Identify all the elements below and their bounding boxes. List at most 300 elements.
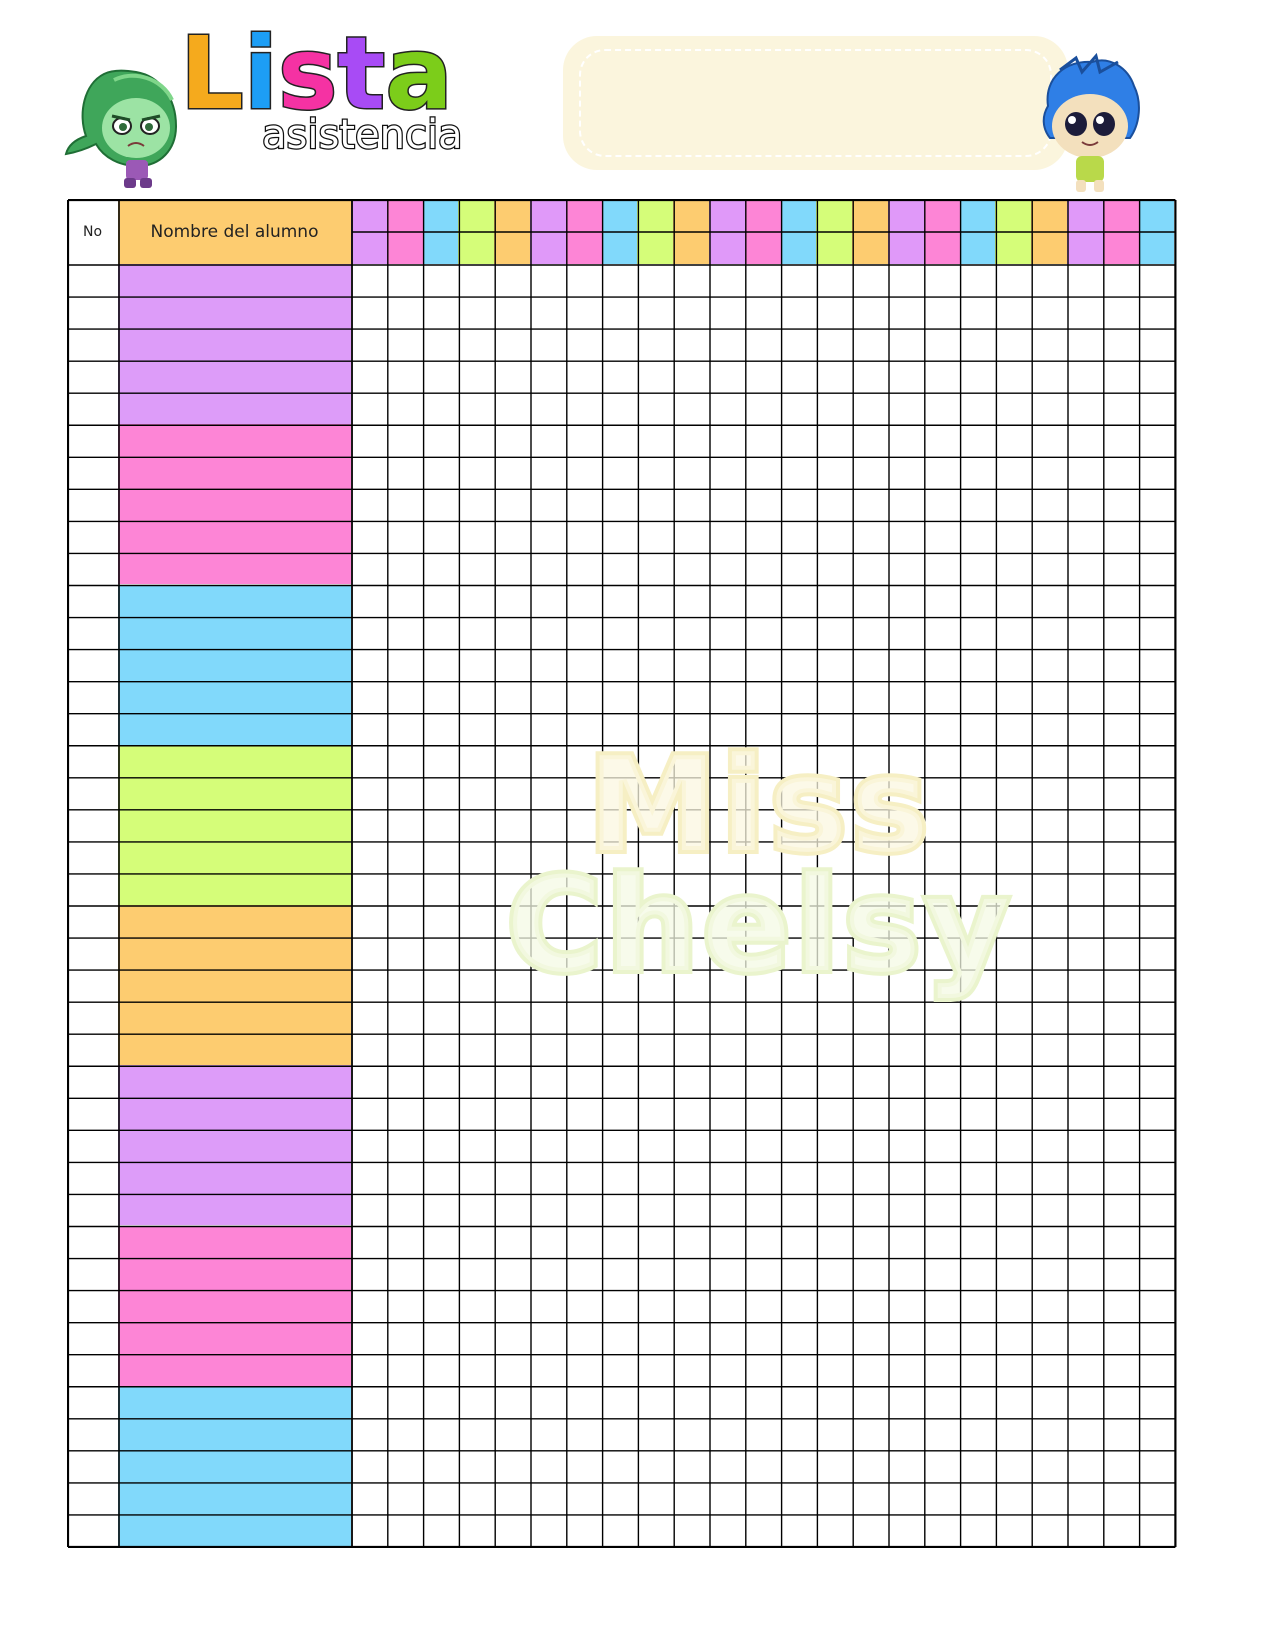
attendance-cell[interactable] xyxy=(995,681,1031,713)
student-name-cell[interactable] xyxy=(118,873,351,905)
attendance-cell[interactable] xyxy=(423,1418,459,1450)
attendance-cell[interactable] xyxy=(351,328,387,360)
day-header-cell[interactable] xyxy=(709,199,745,231)
attendance-cell[interactable] xyxy=(423,937,459,969)
attendance-cell[interactable] xyxy=(1067,1450,1103,1482)
attendance-cell[interactable] xyxy=(351,1033,387,1065)
student-name-cell[interactable] xyxy=(118,617,351,649)
attendance-cell[interactable] xyxy=(1031,296,1067,328)
attendance-cell[interactable] xyxy=(423,905,459,937)
attendance-cell[interactable] xyxy=(960,424,996,456)
attendance-cell[interactable] xyxy=(1139,649,1175,681)
attendance-cell[interactable] xyxy=(673,1482,709,1514)
attendance-cell[interactable] xyxy=(960,1161,996,1193)
attendance-cell[interactable] xyxy=(816,360,852,392)
attendance-cell[interactable] xyxy=(852,1129,888,1161)
attendance-cell[interactable] xyxy=(781,809,817,841)
attendance-cell[interactable] xyxy=(602,777,638,809)
attendance-cell[interactable] xyxy=(1103,264,1139,296)
attendance-cell[interactable] xyxy=(602,937,638,969)
attendance-cell[interactable] xyxy=(709,1033,745,1065)
attendance-cell[interactable] xyxy=(709,1290,745,1322)
attendance-cell[interactable] xyxy=(781,905,817,937)
attendance-cell[interactable] xyxy=(1103,424,1139,456)
attendance-cell[interactable] xyxy=(852,713,888,745)
attendance-cell[interactable] xyxy=(1067,713,1103,745)
row-number-cell[interactable] xyxy=(67,296,118,328)
attendance-cell[interactable] xyxy=(995,424,1031,456)
student-name-cell[interactable] xyxy=(118,1514,351,1546)
attendance-cell[interactable] xyxy=(1067,585,1103,617)
attendance-cell[interactable] xyxy=(566,1065,602,1097)
attendance-cell[interactable] xyxy=(924,617,960,649)
attendance-cell[interactable] xyxy=(351,392,387,424)
attendance-cell[interactable] xyxy=(995,809,1031,841)
attendance-cell[interactable] xyxy=(924,937,960,969)
student-name-cell[interactable] xyxy=(118,1386,351,1418)
attendance-cell[interactable] xyxy=(816,969,852,1001)
attendance-cell[interactable] xyxy=(995,392,1031,424)
attendance-cell[interactable] xyxy=(530,649,566,681)
attendance-cell[interactable] xyxy=(816,1001,852,1033)
attendance-cell[interactable] xyxy=(387,1001,423,1033)
attendance-cell[interactable] xyxy=(924,1386,960,1418)
attendance-cell[interactable] xyxy=(1103,1418,1139,1450)
attendance-cell[interactable] xyxy=(745,1033,781,1065)
date-header-cell[interactable] xyxy=(1031,231,1067,264)
attendance-cell[interactable] xyxy=(781,1482,817,1514)
attendance-cell[interactable] xyxy=(602,456,638,488)
attendance-cell[interactable] xyxy=(530,969,566,1001)
attendance-cell[interactable] xyxy=(637,424,673,456)
attendance-cell[interactable] xyxy=(1031,360,1067,392)
attendance-cell[interactable] xyxy=(1139,617,1175,649)
attendance-cell[interactable] xyxy=(781,1193,817,1225)
attendance-cell[interactable] xyxy=(995,1482,1031,1514)
attendance-cell[interactable] xyxy=(494,1514,530,1546)
attendance-cell[interactable] xyxy=(423,1354,459,1386)
attendance-cell[interactable] xyxy=(709,296,745,328)
attendance-cell[interactable] xyxy=(566,809,602,841)
attendance-cell[interactable] xyxy=(852,1354,888,1386)
student-name-cell[interactable] xyxy=(118,969,351,1001)
attendance-cell[interactable] xyxy=(387,1514,423,1546)
attendance-cell[interactable] xyxy=(1031,1161,1067,1193)
attendance-cell[interactable] xyxy=(1067,905,1103,937)
attendance-cell[interactable] xyxy=(458,392,494,424)
attendance-cell[interactable] xyxy=(781,1033,817,1065)
attendance-cell[interactable] xyxy=(637,585,673,617)
attendance-cell[interactable] xyxy=(1067,1354,1103,1386)
attendance-cell[interactable] xyxy=(995,1514,1031,1546)
attendance-cell[interactable] xyxy=(494,649,530,681)
attendance-cell[interactable] xyxy=(960,1258,996,1290)
attendance-cell[interactable] xyxy=(530,360,566,392)
attendance-cell[interactable] xyxy=(602,1450,638,1482)
attendance-cell[interactable] xyxy=(888,1322,924,1354)
attendance-cell[interactable] xyxy=(995,841,1031,873)
attendance-cell[interactable] xyxy=(458,424,494,456)
attendance-cell[interactable] xyxy=(816,488,852,520)
row-number-cell[interactable] xyxy=(67,552,118,584)
attendance-cell[interactable] xyxy=(1067,1033,1103,1065)
student-name-cell[interactable] xyxy=(118,905,351,937)
attendance-cell[interactable] xyxy=(1031,745,1067,777)
attendance-cell[interactable] xyxy=(387,520,423,552)
attendance-cell[interactable] xyxy=(1103,905,1139,937)
attendance-cell[interactable] xyxy=(494,873,530,905)
attendance-cell[interactable] xyxy=(852,520,888,552)
day-header-cell[interactable] xyxy=(1139,199,1175,231)
date-header-cell[interactable] xyxy=(781,231,817,264)
attendance-cell[interactable] xyxy=(566,1258,602,1290)
attendance-cell[interactable] xyxy=(637,360,673,392)
title-label-box[interactable] xyxy=(563,36,1068,170)
attendance-cell[interactable] xyxy=(924,1418,960,1450)
attendance-cell[interactable] xyxy=(888,1514,924,1546)
attendance-cell[interactable] xyxy=(888,937,924,969)
attendance-cell[interactable] xyxy=(458,1193,494,1225)
attendance-cell[interactable] xyxy=(888,264,924,296)
attendance-cell[interactable] xyxy=(995,1033,1031,1065)
attendance-cell[interactable] xyxy=(816,1033,852,1065)
attendance-cell[interactable] xyxy=(888,1354,924,1386)
date-header-cell[interactable] xyxy=(458,231,494,264)
attendance-cell[interactable] xyxy=(423,617,459,649)
attendance-cell[interactable] xyxy=(924,585,960,617)
attendance-cell[interactable] xyxy=(745,1290,781,1322)
attendance-cell[interactable] xyxy=(458,1258,494,1290)
attendance-cell[interactable] xyxy=(458,745,494,777)
attendance-cell[interactable] xyxy=(387,1065,423,1097)
attendance-cell[interactable] xyxy=(1031,809,1067,841)
attendance-cell[interactable] xyxy=(1031,264,1067,296)
attendance-cell[interactable] xyxy=(351,520,387,552)
attendance-cell[interactable] xyxy=(351,1226,387,1258)
attendance-cell[interactable] xyxy=(1031,969,1067,1001)
attendance-cell[interactable] xyxy=(351,488,387,520)
attendance-cell[interactable] xyxy=(351,585,387,617)
row-number-cell[interactable] xyxy=(67,1033,118,1065)
attendance-cell[interactable] xyxy=(1103,937,1139,969)
attendance-cell[interactable] xyxy=(924,1226,960,1258)
attendance-cell[interactable] xyxy=(816,809,852,841)
attendance-cell[interactable] xyxy=(602,392,638,424)
attendance-cell[interactable] xyxy=(1103,841,1139,873)
attendance-cell[interactable] xyxy=(1139,1161,1175,1193)
attendance-cell[interactable] xyxy=(888,392,924,424)
date-header-cell[interactable] xyxy=(924,231,960,264)
attendance-cell[interactable] xyxy=(602,424,638,456)
student-name-cell[interactable] xyxy=(118,1226,351,1258)
attendance-cell[interactable] xyxy=(781,617,817,649)
attendance-cell[interactable] xyxy=(602,745,638,777)
attendance-cell[interactable] xyxy=(852,1193,888,1225)
attendance-cell[interactable] xyxy=(888,905,924,937)
attendance-cell[interactable] xyxy=(745,681,781,713)
attendance-cell[interactable] xyxy=(351,1386,387,1418)
attendance-cell[interactable] xyxy=(530,1386,566,1418)
attendance-cell[interactable] xyxy=(351,1161,387,1193)
attendance-cell[interactable] xyxy=(673,264,709,296)
attendance-cell[interactable] xyxy=(351,264,387,296)
attendance-cell[interactable] xyxy=(1067,937,1103,969)
attendance-cell[interactable] xyxy=(423,809,459,841)
attendance-cell[interactable] xyxy=(351,1450,387,1482)
attendance-cell[interactable] xyxy=(995,1258,1031,1290)
attendance-cell[interactable] xyxy=(995,937,1031,969)
attendance-cell[interactable] xyxy=(745,1354,781,1386)
attendance-cell[interactable] xyxy=(995,1065,1031,1097)
attendance-cell[interactable] xyxy=(1103,969,1139,1001)
attendance-cell[interactable] xyxy=(530,905,566,937)
attendance-cell[interactable] xyxy=(816,1482,852,1514)
attendance-cell[interactable] xyxy=(1103,1097,1139,1129)
attendance-cell[interactable] xyxy=(816,713,852,745)
attendance-cell[interactable] xyxy=(494,681,530,713)
attendance-cell[interactable] xyxy=(781,681,817,713)
attendance-cell[interactable] xyxy=(995,1001,1031,1033)
attendance-cell[interactable] xyxy=(494,1129,530,1161)
attendance-cell[interactable] xyxy=(530,392,566,424)
attendance-cell[interactable] xyxy=(1139,1322,1175,1354)
attendance-cell[interactable] xyxy=(351,296,387,328)
day-header-cell[interactable] xyxy=(637,199,673,231)
attendance-cell[interactable] xyxy=(637,1450,673,1482)
attendance-cell[interactable] xyxy=(960,1514,996,1546)
attendance-cell[interactable] xyxy=(423,1290,459,1322)
attendance-cell[interactable] xyxy=(458,488,494,520)
date-header-cell[interactable] xyxy=(888,231,924,264)
attendance-cell[interactable] xyxy=(566,424,602,456)
attendance-cell[interactable] xyxy=(494,520,530,552)
attendance-cell[interactable] xyxy=(781,777,817,809)
attendance-cell[interactable] xyxy=(494,809,530,841)
attendance-cell[interactable] xyxy=(458,328,494,360)
attendance-cell[interactable] xyxy=(1103,1514,1139,1546)
attendance-cell[interactable] xyxy=(530,745,566,777)
attendance-cell[interactable] xyxy=(637,713,673,745)
attendance-cell[interactable] xyxy=(960,1001,996,1033)
attendance-cell[interactable] xyxy=(530,488,566,520)
attendance-cell[interactable] xyxy=(924,1097,960,1129)
attendance-cell[interactable] xyxy=(566,1514,602,1546)
attendance-cell[interactable] xyxy=(387,328,423,360)
attendance-cell[interactable] xyxy=(781,969,817,1001)
attendance-cell[interactable] xyxy=(602,681,638,713)
attendance-cell[interactable] xyxy=(960,1322,996,1354)
attendance-cell[interactable] xyxy=(566,617,602,649)
attendance-cell[interactable] xyxy=(423,1226,459,1258)
attendance-cell[interactable] xyxy=(1103,1386,1139,1418)
day-header-cell[interactable] xyxy=(745,199,781,231)
attendance-cell[interactable] xyxy=(530,585,566,617)
attendance-cell[interactable] xyxy=(387,1097,423,1129)
attendance-cell[interactable] xyxy=(709,488,745,520)
attendance-cell[interactable] xyxy=(530,424,566,456)
attendance-cell[interactable] xyxy=(566,1290,602,1322)
attendance-cell[interactable] xyxy=(1031,585,1067,617)
attendance-cell[interactable] xyxy=(423,296,459,328)
attendance-cell[interactable] xyxy=(1067,1097,1103,1129)
attendance-cell[interactable] xyxy=(351,1514,387,1546)
attendance-cell[interactable] xyxy=(995,456,1031,488)
attendance-cell[interactable] xyxy=(816,1129,852,1161)
attendance-cell[interactable] xyxy=(494,392,530,424)
attendance-cell[interactable] xyxy=(1067,1290,1103,1322)
attendance-cell[interactable] xyxy=(673,552,709,584)
attendance-cell[interactable] xyxy=(745,617,781,649)
attendance-cell[interactable] xyxy=(423,360,459,392)
row-number-cell[interactable] xyxy=(67,809,118,841)
attendance-cell[interactable] xyxy=(816,1322,852,1354)
row-number-cell[interactable] xyxy=(67,1386,118,1418)
attendance-cell[interactable] xyxy=(1031,1418,1067,1450)
attendance-cell[interactable] xyxy=(709,617,745,649)
attendance-cell[interactable] xyxy=(458,360,494,392)
attendance-cell[interactable] xyxy=(1139,969,1175,1001)
attendance-cell[interactable] xyxy=(924,1193,960,1225)
attendance-cell[interactable] xyxy=(494,1322,530,1354)
attendance-cell[interactable] xyxy=(387,1386,423,1418)
attendance-cell[interactable] xyxy=(745,1514,781,1546)
attendance-cell[interactable] xyxy=(494,424,530,456)
attendance-cell[interactable] xyxy=(709,1001,745,1033)
attendance-cell[interactable] xyxy=(852,969,888,1001)
attendance-cell[interactable] xyxy=(387,713,423,745)
attendance-cell[interactable] xyxy=(423,649,459,681)
student-name-cell[interactable] xyxy=(118,392,351,424)
attendance-cell[interactable] xyxy=(1031,905,1067,937)
student-name-cell[interactable] xyxy=(118,1354,351,1386)
row-number-cell[interactable] xyxy=(67,392,118,424)
attendance-cell[interactable] xyxy=(1067,617,1103,649)
attendance-cell[interactable] xyxy=(387,360,423,392)
attendance-cell[interactable] xyxy=(423,1386,459,1418)
attendance-cell[interactable] xyxy=(1103,1193,1139,1225)
attendance-cell[interactable] xyxy=(530,1097,566,1129)
attendance-cell[interactable] xyxy=(924,873,960,905)
attendance-cell[interactable] xyxy=(530,1418,566,1450)
attendance-cell[interactable] xyxy=(387,745,423,777)
attendance-cell[interactable] xyxy=(924,520,960,552)
attendance-cell[interactable] xyxy=(530,1001,566,1033)
attendance-cell[interactable] xyxy=(995,552,1031,584)
attendance-cell[interactable] xyxy=(924,296,960,328)
attendance-cell[interactable] xyxy=(458,713,494,745)
attendance-cell[interactable] xyxy=(494,905,530,937)
attendance-cell[interactable] xyxy=(995,969,1031,1001)
attendance-cell[interactable] xyxy=(602,360,638,392)
attendance-cell[interactable] xyxy=(888,424,924,456)
attendance-cell[interactable] xyxy=(816,1226,852,1258)
attendance-cell[interactable] xyxy=(602,1354,638,1386)
attendance-cell[interactable] xyxy=(1067,1514,1103,1546)
attendance-cell[interactable] xyxy=(924,745,960,777)
attendance-cell[interactable] xyxy=(781,1129,817,1161)
attendance-cell[interactable] xyxy=(1067,649,1103,681)
attendance-cell[interactable] xyxy=(852,360,888,392)
attendance-cell[interactable] xyxy=(995,617,1031,649)
attendance-cell[interactable] xyxy=(494,617,530,649)
row-number-cell[interactable] xyxy=(67,1001,118,1033)
attendance-cell[interactable] xyxy=(924,1001,960,1033)
attendance-cell[interactable] xyxy=(709,1226,745,1258)
attendance-cell[interactable] xyxy=(673,969,709,1001)
attendance-cell[interactable] xyxy=(387,1033,423,1065)
attendance-cell[interactable] xyxy=(745,745,781,777)
attendance-cell[interactable] xyxy=(888,328,924,360)
row-number-cell[interactable] xyxy=(67,969,118,1001)
row-number-cell[interactable] xyxy=(67,456,118,488)
attendance-cell[interactable] xyxy=(709,1514,745,1546)
attendance-cell[interactable] xyxy=(1031,617,1067,649)
attendance-cell[interactable] xyxy=(458,937,494,969)
attendance-cell[interactable] xyxy=(709,1065,745,1097)
attendance-cell[interactable] xyxy=(745,777,781,809)
attendance-cell[interactable] xyxy=(960,1386,996,1418)
attendance-cell[interactable] xyxy=(673,841,709,873)
attendance-cell[interactable] xyxy=(494,1482,530,1514)
attendance-cell[interactable] xyxy=(1103,1290,1139,1322)
attendance-cell[interactable] xyxy=(924,969,960,1001)
attendance-cell[interactable] xyxy=(960,937,996,969)
attendance-cell[interactable] xyxy=(995,585,1031,617)
attendance-cell[interactable] xyxy=(458,1161,494,1193)
attendance-cell[interactable] xyxy=(852,873,888,905)
row-number-cell[interactable] xyxy=(67,1450,118,1482)
attendance-cell[interactable] xyxy=(1067,841,1103,873)
attendance-cell[interactable] xyxy=(1139,488,1175,520)
student-name-cell[interactable] xyxy=(118,1129,351,1161)
attendance-cell[interactable] xyxy=(566,1033,602,1065)
attendance-cell[interactable] xyxy=(781,1001,817,1033)
attendance-cell[interactable] xyxy=(1031,1482,1067,1514)
day-header-cell[interactable] xyxy=(924,199,960,231)
attendance-cell[interactable] xyxy=(745,424,781,456)
day-header-cell[interactable] xyxy=(387,199,423,231)
attendance-cell[interactable] xyxy=(745,809,781,841)
attendance-cell[interactable] xyxy=(924,424,960,456)
attendance-cell[interactable] xyxy=(1139,1514,1175,1546)
attendance-cell[interactable] xyxy=(566,745,602,777)
attendance-cell[interactable] xyxy=(458,1226,494,1258)
student-name-cell[interactable] xyxy=(118,328,351,360)
attendance-cell[interactable] xyxy=(924,809,960,841)
attendance-cell[interactable] xyxy=(816,328,852,360)
attendance-cell[interactable] xyxy=(1139,1193,1175,1225)
attendance-cell[interactable] xyxy=(566,1482,602,1514)
attendance-cell[interactable] xyxy=(458,777,494,809)
attendance-cell[interactable] xyxy=(494,841,530,873)
attendance-cell[interactable] xyxy=(709,1482,745,1514)
attendance-cell[interactable] xyxy=(1139,360,1175,392)
row-number-cell[interactable] xyxy=(67,1065,118,1097)
attendance-cell[interactable] xyxy=(673,1129,709,1161)
student-name-cell[interactable] xyxy=(118,424,351,456)
attendance-cell[interactable] xyxy=(637,969,673,1001)
attendance-cell[interactable] xyxy=(1103,1258,1139,1290)
day-header-cell[interactable] xyxy=(530,199,566,231)
attendance-cell[interactable] xyxy=(637,617,673,649)
attendance-cell[interactable] xyxy=(745,1129,781,1161)
attendance-cell[interactable] xyxy=(387,1226,423,1258)
attendance-cell[interactable] xyxy=(924,1354,960,1386)
attendance-cell[interactable] xyxy=(745,969,781,1001)
date-header-cell[interactable] xyxy=(709,231,745,264)
attendance-cell[interactable] xyxy=(816,649,852,681)
attendance-cell[interactable] xyxy=(458,681,494,713)
